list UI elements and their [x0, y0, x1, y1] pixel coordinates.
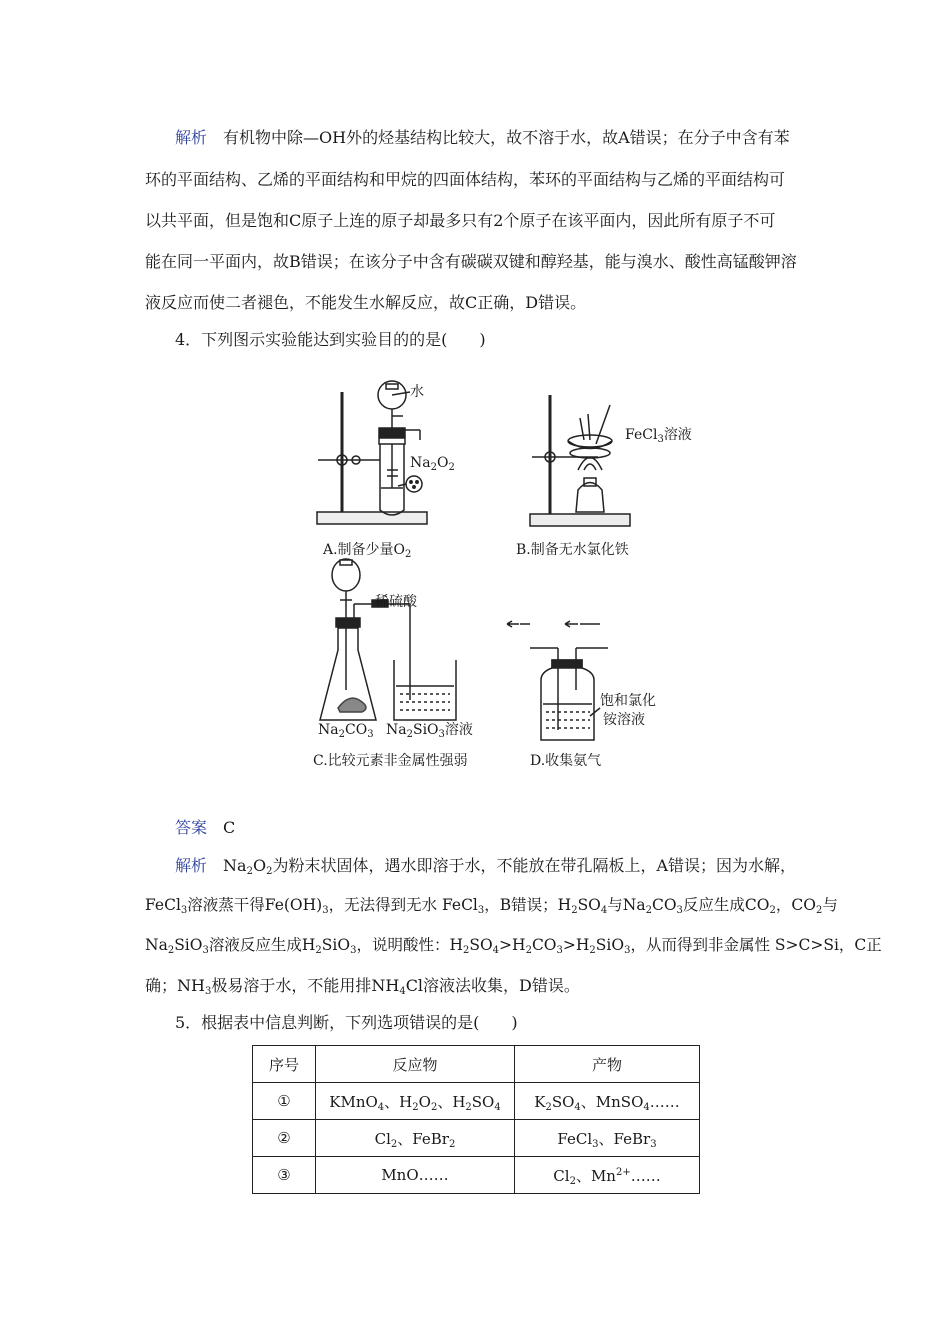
table-header-row — [253, 1046, 700, 1083]
apparatus-b-drawing — [530, 395, 630, 526]
table-cell-reactants: KMnO$_4$、$H_2O_2$、$H_2SO_4$ — [316, 1083, 515, 1120]
analysis1-line5: 液反应而使二者褪色，不能发生水解反应，故C正确，D错误。 — [145, 293, 587, 312]
analysis-label: 解析 — [175, 128, 208, 147]
table-cell-products: $K_2SO_4$、MnSO$_4$…… — [515, 1083, 700, 1120]
table-cell-no: ① — [253, 1083, 316, 1120]
table-cell-products: $Cl_2$、$Mn^{2+}\dots\dots$ — [515, 1157, 700, 1194]
table-cell-reactants: $Cl_2$、FeBr$_2$ — [316, 1120, 515, 1157]
analysis1-line3: 以共平面，但是饱和C原子上连的原子却最多只有2个原子在该平面内，因此所有原子不可 — [145, 211, 776, 230]
question-5-stem: 5．根据表中信息判断，下列选项错误的是( ) — [175, 1013, 518, 1032]
caption-b: B.制备无水氯化铁 — [516, 542, 629, 558]
apparatus-d-drawing — [507, 621, 608, 740]
analysis2-line3: $Na_2SiO_3$溶液反应生成$H_2SiO_3$，说明酸性：$H_2SO_4>H_2CO_3>H_2SiO_3$，从而得到非金属性 S>C>Si，C正 — [145, 936, 882, 956]
analysis1-line1: 解析 有机物中除—OH外的烃基结构比较大，故不溶于水，故A错误；在分子中含有苯 — [175, 128, 790, 147]
label-dilute-sulfuric-acid: 稀硫酸 — [375, 594, 417, 610]
label-nh4cl-2: 铵溶液 — [603, 712, 645, 728]
analysis1-line2: 环的平面结构、乙烯的平面结构和甲烷的四面体结构，苯环的平面结构与乙烯的平面结构可 — [145, 170, 786, 189]
table-header: 序号 — [253, 1046, 316, 1083]
table-header: 反应物 — [316, 1046, 515, 1083]
table-cell-no: ③ — [253, 1157, 316, 1194]
label-na2o2: $Na_2O_2$ — [410, 455, 455, 473]
apparatus-c-drawing — [320, 559, 456, 720]
label-fecl3-solution: FeCl$_3$溶液 — [625, 427, 692, 445]
analysis2-line1: 解析 $Na_2O_2$为粉末状固体，遇水即溶于水，不能放在带孔隔板上，A错误；因为水解， — [175, 856, 797, 877]
apparatus-a-drawing — [317, 381, 427, 524]
table-cell-products: FeCl$_3$、FeBr$_3$ — [515, 1120, 700, 1157]
question-4-stem: 4．下列图示实验能达到实验目的的是( ) — [175, 330, 486, 349]
table-cell-reactants: MnO…… — [316, 1157, 515, 1194]
table-row — [253, 1120, 700, 1157]
table-row — [253, 1083, 700, 1120]
answer-line — [175, 818, 235, 838]
label-water: 水 — [410, 384, 424, 400]
question-5-table — [252, 1045, 700, 1194]
table-header: 产物 — [515, 1046, 700, 1083]
analysis-label: 解析 — [175, 856, 208, 875]
caption-c: C.比较元素非金属性强弱 — [313, 753, 468, 769]
analysis2-line4: 确；$NH_3$极易溶于水，不能用排$NH_4Cl$溶液法收集，D错误。 — [145, 976, 580, 997]
label-na2sio3-solution: $Na_2SiO_3$溶液 — [386, 722, 473, 740]
label-na2co3: $Na_2CO_3$ — [318, 722, 374, 740]
caption-d: D.收集氨气 — [530, 753, 602, 769]
table-cell-no: ② — [253, 1120, 316, 1157]
answer-label: 答案 — [175, 818, 208, 837]
analysis2-line2: FeCl$_3$溶液蒸干得$Fe(OH)_3$，无法得到无水 FeCl$_3$，B错误；$H_2SO_4$与$Na_2CO_3$反应生成$CO_2$，$CO_2$与 — [145, 896, 838, 916]
caption-a: A.制备少量$O_2$ — [323, 542, 412, 560]
answer-value: C — [223, 818, 236, 837]
table-row — [253, 1157, 700, 1194]
analysis1-line4: 能在同一平面内，故B错误；在该分子中含有碳碳双键和醇羟基，能与溴水、酸性高锰酸钾溶 — [145, 252, 797, 271]
label-nh4cl-1: 饱和氯化 — [600, 693, 656, 709]
